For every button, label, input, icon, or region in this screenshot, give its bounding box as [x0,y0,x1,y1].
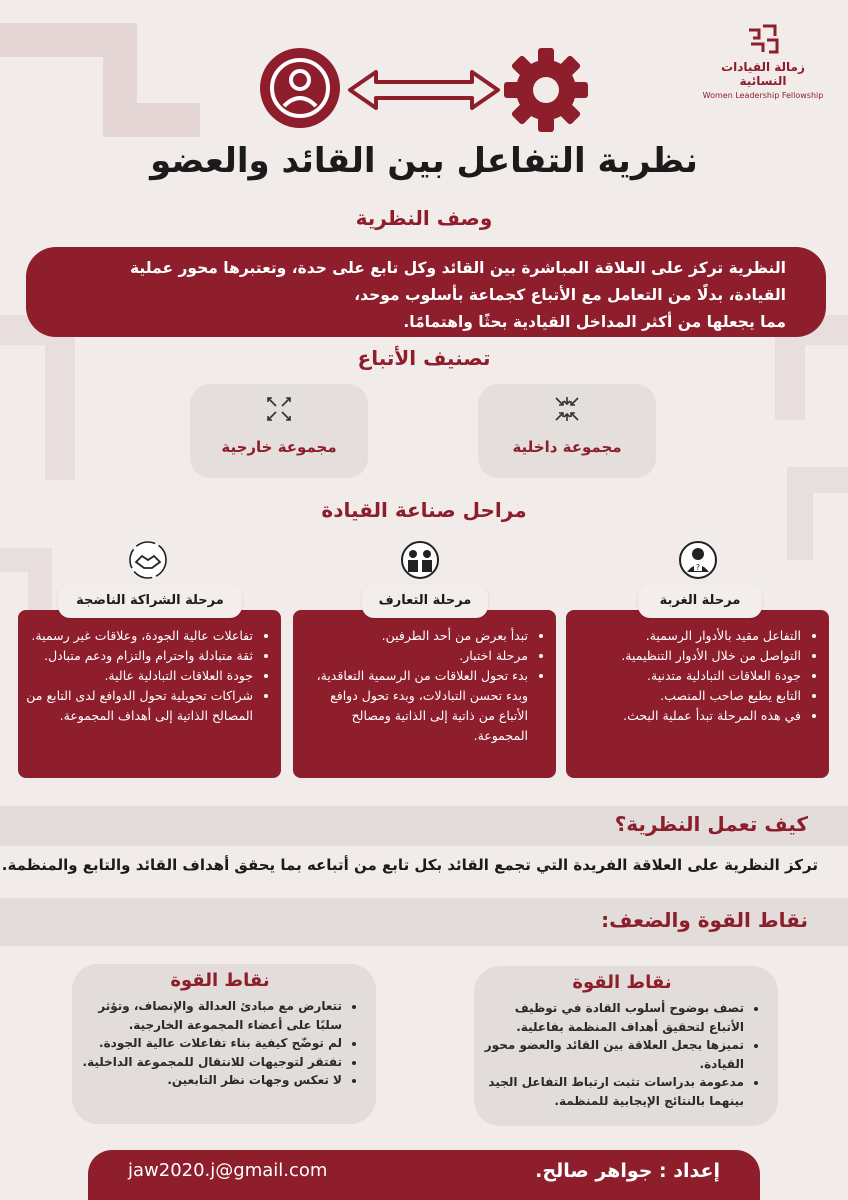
sw-heading: نقاط القوة والضعف: [601,908,808,932]
stage-title-acquaintance: مرحلة التعارف [362,584,488,618]
inner-group-card [478,384,656,478]
description-line: النظرية تركز على العلاقة المباشرة بين القائد وكل تابع على حدة، وتعتبرها محور عملية [130,259,786,277]
page-title: نظرية التفاعل بين القائد والعضو [150,141,698,181]
stage-point: • مرحلة اختبار. [301,646,528,666]
stage-point: • التابع يطيع صاحب المنصب. [574,686,801,706]
stage-title-stranger: مرحلة الغربة [638,584,762,618]
logo-english-name: Women Leadership Fellowship [702,91,824,100]
strength-point: • تصف بوضوح أسلوب القادة في توظيف الأتباع لتحقيق أهداف المنظمة بفاعلية. [484,999,744,1036]
logo-arabic-name: زمالة القيادات النسائية [721,60,805,88]
weakness-point: • تتعارض مع مبادئ العدالة والإنصاف، وتؤثر سلبًا على أعضاء المجموعة الخارجية. [82,997,342,1034]
description-line: القيادة، بدلًا من التعامل مع الأتباع كجماعة بأسلوب موحد، [354,286,786,304]
description-heading: وصف النظرية [355,206,493,230]
stage-point: • تفاعلات عالية الجودة، وعلاقات غير رسمية. [26,626,253,646]
outward-arrows-icon [266,396,292,422]
weaknesses-card [72,964,376,1124]
stage-point: • شراكات تحويلية تحول الدوافع لدى التابع من المصالح الذاتية إلى أهداف المجموعة. [26,686,253,726]
stage-point: • جودة العلاقات التبادلية متدنية. [574,666,801,686]
gear-icon [504,48,588,132]
stranger-icon [678,540,718,580]
stage-point: • التواصل من خلال الأدوار التنظيمية. [574,646,801,666]
hero-illustration [258,46,588,138]
user-icon [260,48,340,128]
weaknesses-title: نقاط القوة [170,970,270,991]
outer-group-label: مجموعة خارجية [221,438,337,456]
stage-card-partnership [18,610,281,778]
contact-email[interactable]: jaw2020.j@gmail.com [128,1160,328,1181]
stage-point: • تبدأ بعرض من أحد الطرفين. [301,626,528,646]
stage-point: • ثقة متبادلة واحترام والتزام ودعم متبادل. [26,646,253,666]
logo [700,22,826,100]
stage-card-acquaintance [293,610,556,778]
classification-heading: تصنيف الأتباع [357,346,491,370]
logo-mark-icon [745,22,781,56]
outer-group-card [190,384,368,478]
weakness-point: • لم توضّح كيفية بناء تفاعلات عالية الجودة. [82,1034,342,1053]
stage-point: • جودة العلاقات التبادلية عالية. [26,666,253,686]
footer [88,1150,760,1200]
stage-title-partnership: مرحلة الشراكة الناضجة [58,584,242,618]
strengths-title: نقاط القوة [572,972,672,993]
stage-card-stranger [566,610,829,778]
acquaintance-icon [400,540,440,580]
strength-point: • مدعومة بدراسات تثبت ارتباط التفاعل الجيد بينهما بالنتائج الإيجابية للمنظمة. [484,1073,744,1110]
stage-point: • التفاعل مقيد بالأدوار الرسمية. [574,626,801,646]
weakness-point: • تفتقر لتوجيهات للانتقال للمجموعة الداخلية. [82,1053,342,1072]
strengths-card [474,966,778,1126]
stage-point: • في هذه المرحلة تبدأ عملية البحث. [574,706,801,726]
double-arrow-icon [350,72,498,108]
weakness-point: • لا تعكس وجهات نظر التابعين. [82,1071,342,1090]
description-box [26,247,826,337]
stage-point: • بدء تحول العلاقات من الرسمية التعاقدية، وبدء تحسن التبادلات، وبدء تحول دوافع الأتباع من ذاتية إلى الذاتية ومصالح المجموعة. [301,666,528,746]
how-heading: كيف تعمل النظرية؟ [614,812,808,836]
description-line: مما يجعلها من أكثر المداخل القيادية بحثًا واهتمامًا. [403,313,786,331]
svg-text:?: ? [695,563,701,572]
inward-arrows-icon [554,396,580,422]
stages-heading: مراحل صناعة القيادة [321,498,527,522]
author-credit: إعداد : جواهر صالح. [535,1160,720,1182]
handshake-icon [128,540,168,580]
strength-point: • تميزها بجعل العلاقة بين القائد والعضو محور القيادة. [484,1036,744,1073]
inner-group-label: مجموعة داخلية [512,438,622,456]
how-text: تركز النظرية على العلاقة الفريدة التي تجمع القائد بكل تابع من أتباعه بما يحقق أهداف القائد والتابع والمنظمة. [1,856,818,874]
